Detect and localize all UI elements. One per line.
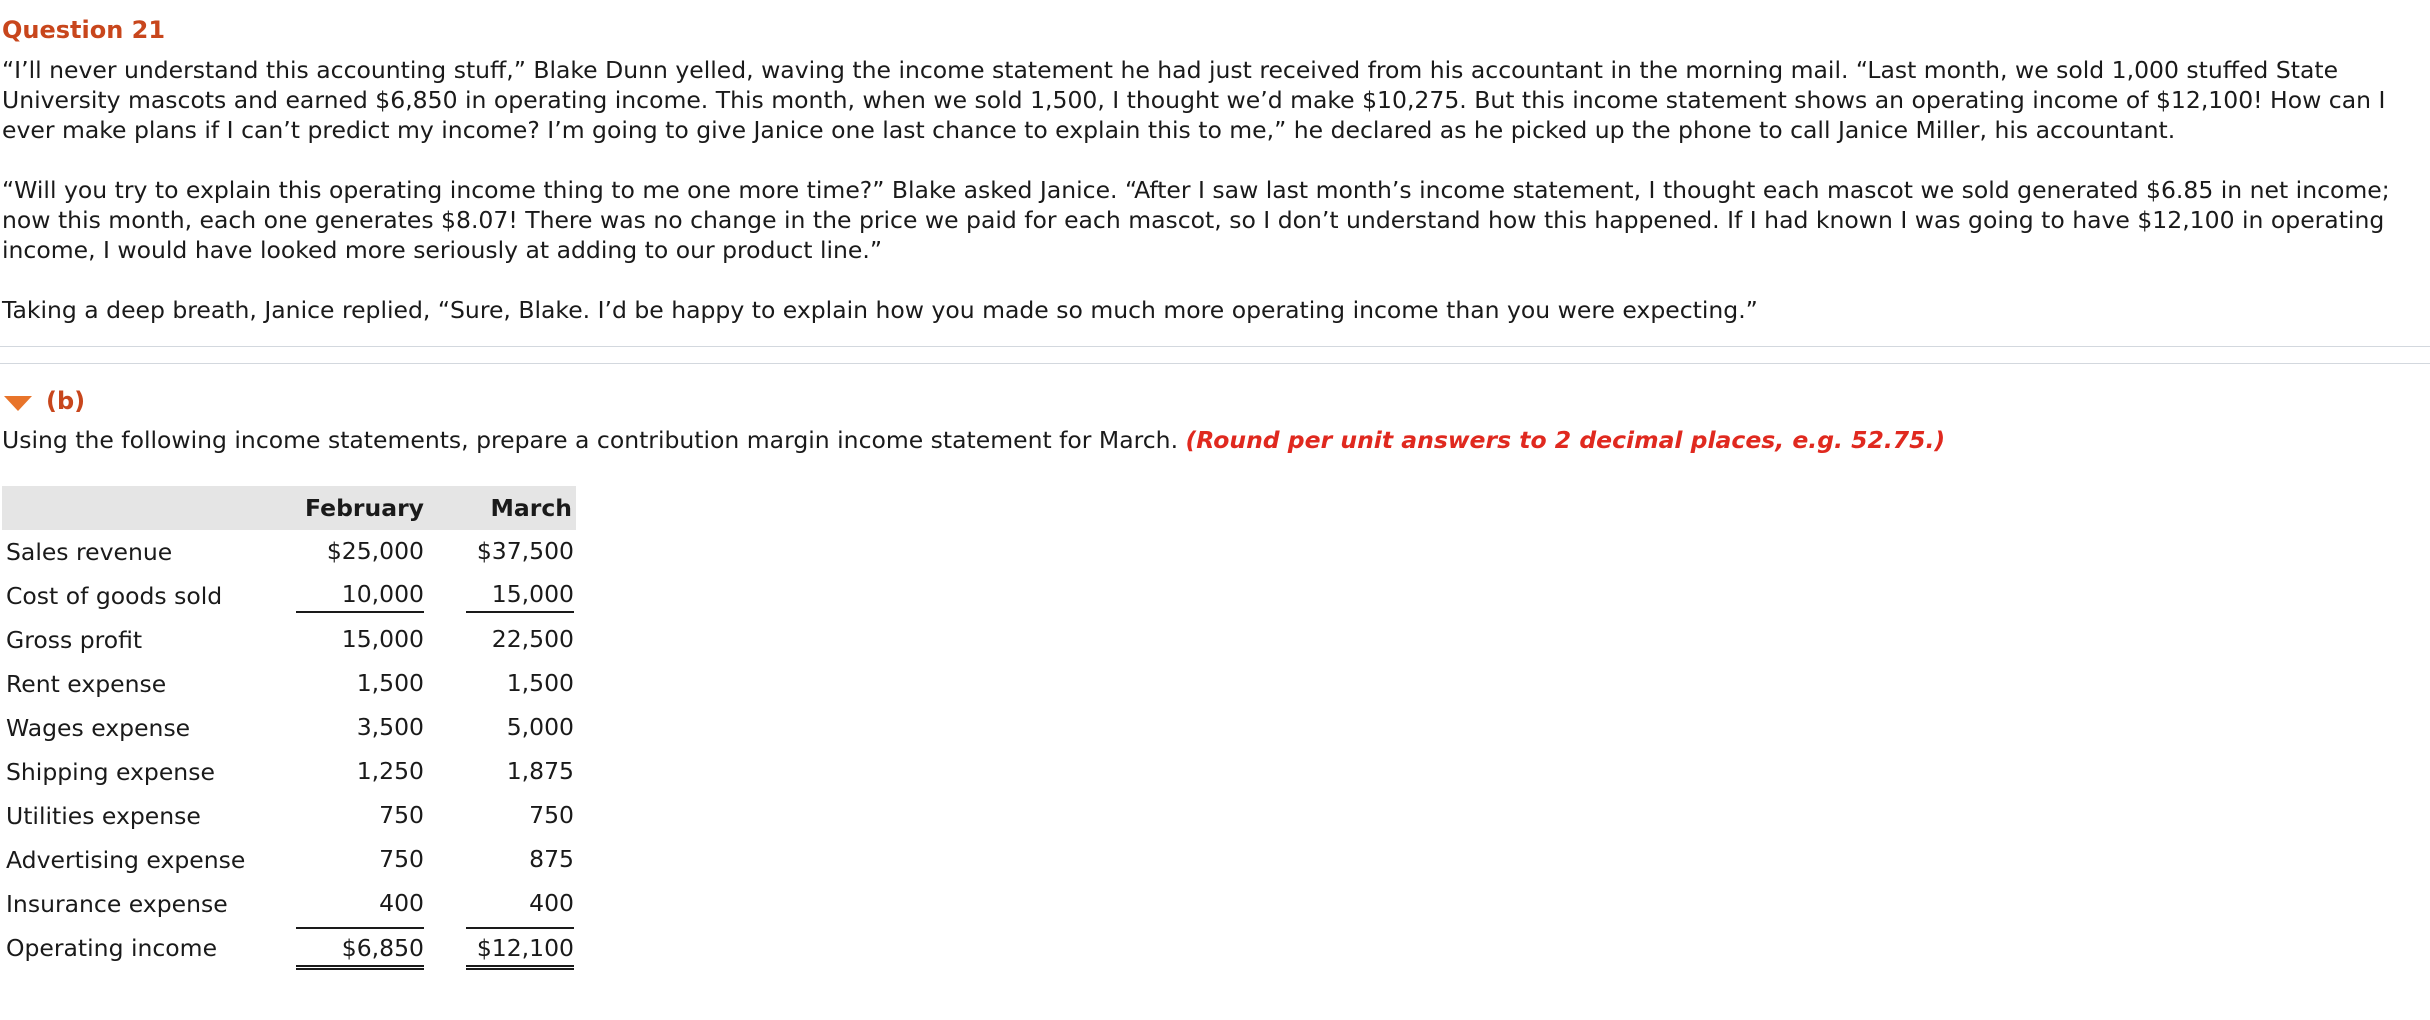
march-value: 1,875 [506, 756, 574, 785]
row-label: Wages expense [6, 714, 191, 742]
table-row [2, 662, 576, 706]
section-divider-top [0, 346, 2430, 347]
march-value: $37,500 [476, 536, 574, 565]
march-total: $12,100 [466, 927, 574, 970]
table-row [2, 882, 576, 926]
march-value: 875 [529, 844, 574, 873]
march-value: 400 [529, 888, 574, 917]
table-row-total [2, 926, 576, 970]
february-value: 10,000 [296, 580, 424, 613]
rounding-note: (Round per unit answers to 2 decimal places, e.g. 52.75.) [1185, 426, 1946, 454]
table-row [2, 794, 576, 838]
march-value: 15,000 [466, 580, 574, 613]
march-value: 5,000 [506, 712, 574, 741]
header-label [2, 486, 280, 530]
header-february: February [280, 486, 430, 530]
story-paragraph-2: “Will you try to explain this operating income thing to me one more time?” Blake asked Janice. “After I saw last month’s income statement, I thought each mascot we sold generated $6.85 in net income; now this month, each one generates $8.07! There was no change in the price we paid for each mascot, so I don’t understand how this happened. If I had known I was going to have $12,100 in operating income, I would have looked more seriously at adding to our product line.” [2, 176, 2390, 264]
row-label: Advertising expense [6, 846, 246, 874]
table-row [2, 530, 576, 574]
question-title: Question 21 [2, 16, 166, 44]
table-row [2, 838, 576, 882]
february-total: $6,850 [296, 927, 424, 970]
february-value: 400 [379, 888, 424, 917]
february-value: 1,500 [356, 668, 424, 697]
march-value: 750 [529, 800, 574, 829]
row-label: Cost of goods sold [6, 582, 223, 610]
table-row [2, 574, 576, 618]
february-value: 15,000 [341, 624, 424, 653]
income-statements-table [2, 486, 576, 970]
row-label: Shipping expense [6, 758, 215, 786]
february-value: 3,500 [356, 712, 424, 741]
march-value: 22,500 [491, 624, 574, 653]
row-label: Sales revenue [6, 538, 173, 566]
row-label: Rent expense [6, 670, 167, 698]
caret-down-icon[interactable] [4, 396, 32, 411]
header-march: March [430, 486, 576, 530]
february-value: 1,250 [356, 756, 424, 785]
february-value: $25,000 [326, 536, 424, 565]
table-row [2, 706, 576, 750]
part-label: (b) [46, 387, 86, 415]
row-label: Insurance expense [6, 890, 228, 918]
story-paragraph-3: Taking a deep breath, Janice replied, “Sure, Blake. I’d be happy to explain how you made so much more operating income than you were expecting.” [2, 296, 1758, 324]
february-value: 750 [379, 800, 424, 829]
table-row [2, 750, 576, 794]
row-label: Utilities expense [6, 802, 201, 830]
part-b-toggle[interactable] [2, 383, 85, 419]
table-row [2, 618, 576, 662]
february-value: 750 [379, 844, 424, 873]
instruction-text: Using the following income statements, prepare a contribution margin income statement for March. [2, 426, 1179, 454]
section-divider-bottom [0, 363, 2430, 364]
table-header-row [2, 486, 576, 530]
story-paragraph-1: “I’ll never understand this accounting stuff,” Blake Dunn yelled, waving the income statement he had just received from his accountant in the morning mail. “Last month, we sold 1,000 stuffed State University mascots and earned $6,850 in operating income. This month, when we sold 1,500, I thought we’d make $10,275. But this income statement shows an operating income of $12,100! How can I ever make plans if I can’t predict my income? I’m going to give Janice one last chance to explain this to me,” he declared as he picked up the phone to call Janice Miller, his accountant. [2, 56, 2386, 144]
part-instruction [2, 425, 1945, 455]
row-label: Operating income [6, 934, 218, 962]
march-value: 1,500 [506, 668, 574, 697]
row-label: Gross profit [6, 626, 143, 654]
